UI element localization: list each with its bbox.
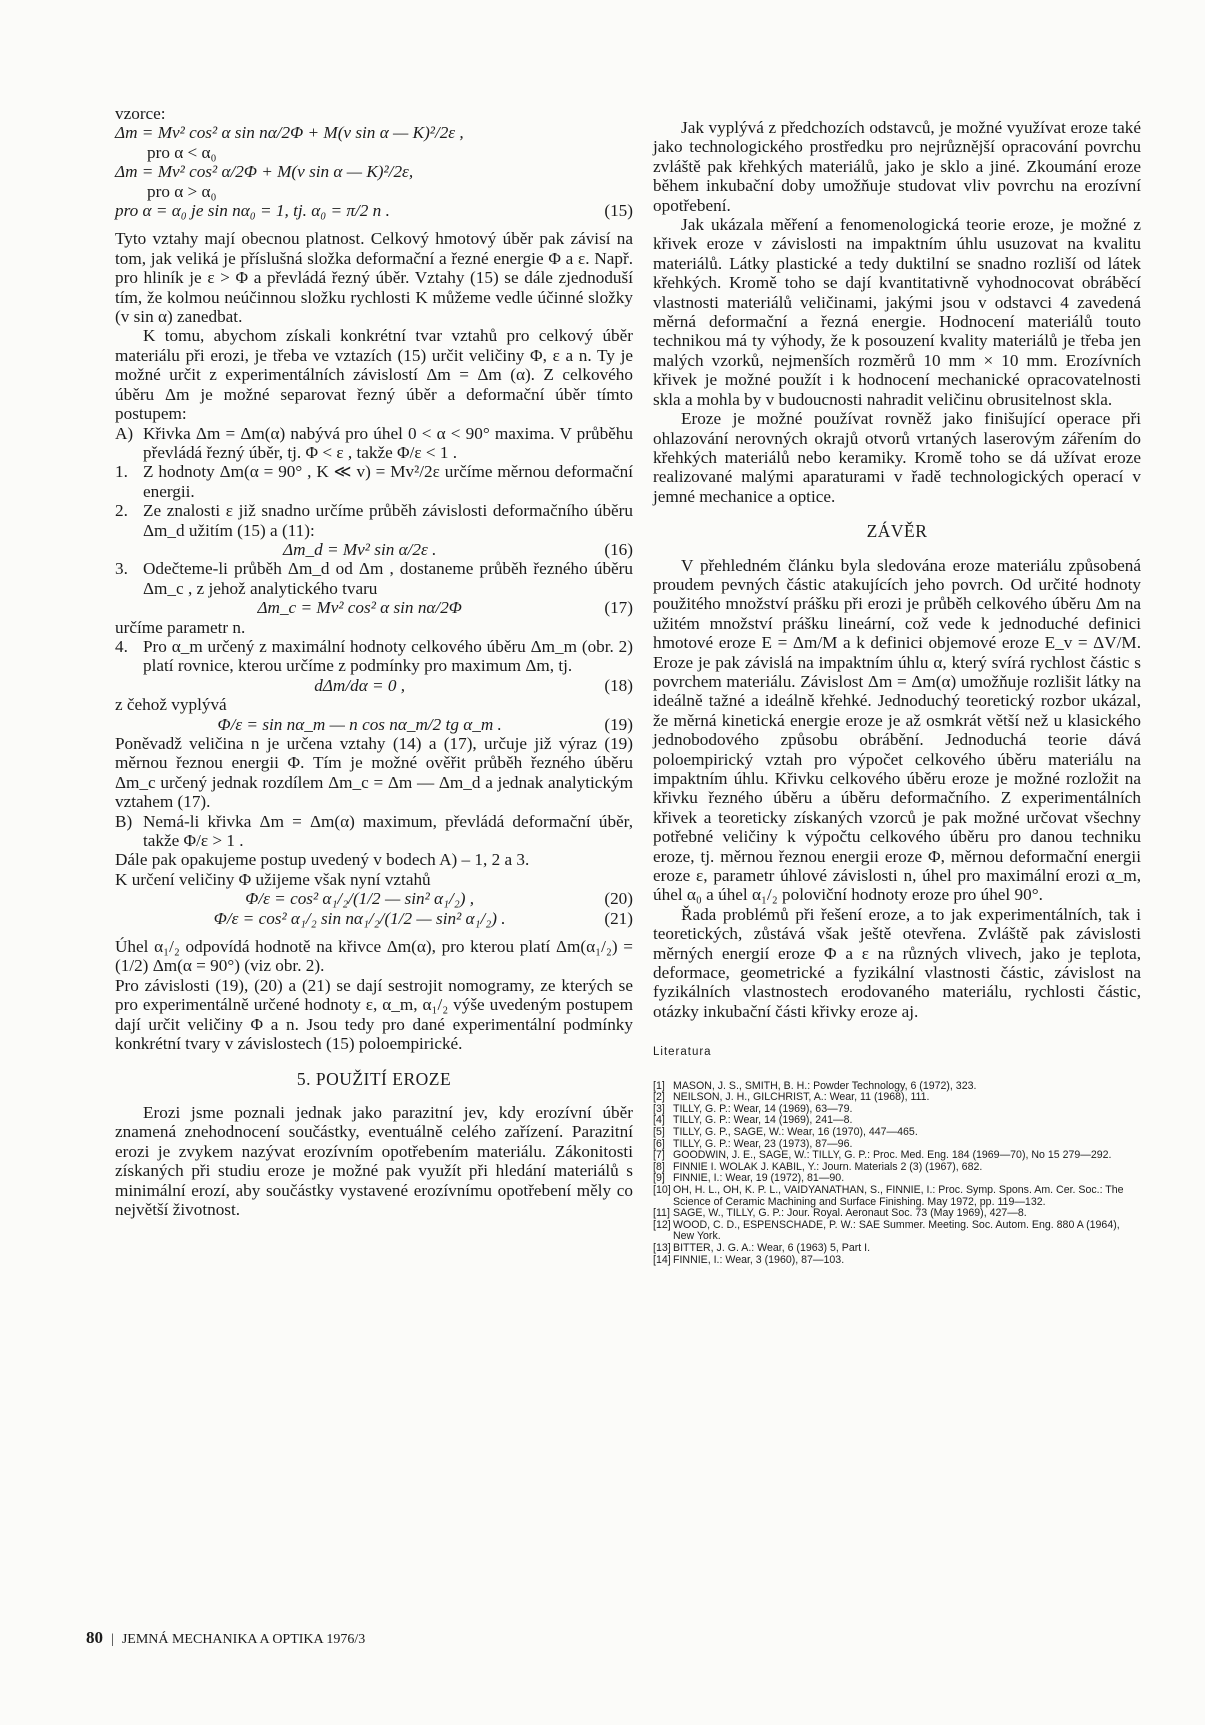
- reference-number: [4]: [653, 1114, 665, 1127]
- list-text: Křivka Δm = Δm(α) nabývá pro úhel 0 < α < 90° maxima. V průběhu převládá řezný úběr, tj. Φ < ε , takže Φ/ε < 1 .: [143, 423, 633, 462]
- list-label: A): [115, 423, 134, 443]
- reference-number: [1]: [653, 1079, 665, 1092]
- reference-text: SAGE, W., TILLY, G. P.: Jour. Royal. Aeronaut Soc. 73 (May 1969), 427—8.: [673, 1207, 1027, 1220]
- equation-17: [115, 598, 633, 617]
- list-text: Nemá-li křivka Δm = Δm(α) maximum, převládá deformační úběr, takže Φ/ε > 1 .: [143, 811, 633, 851]
- left-column: [115, 104, 633, 1219]
- equation-number: (20): [604, 889, 633, 909]
- paragraph: Erozi jsme poznali jednak jako parazitní jev, kdy erozívní úběr znamená znehodnocení součástky, eventuálně celého zařízení. Parazitní erozi je zvykem nazývat erozívním opotřebením materiálu. Zákonitosti získaných při studiu eroze je možné pak využít při hledání materiálů s minimální erozí, aby součástky vystavené erozívnímu opotřebení měly co největší životnost.: [115, 1102, 633, 1219]
- equation-text: Δm_d = Mv² sin α/2ε .: [282, 539, 437, 559]
- journal-name: JEMNÁ MECHANIKA A OPTIKA 1976/3: [121, 1632, 366, 1647]
- reference-text: OH, H. L., OH, K. P. L., VAIDYANATHAN, S., FINNIE, I.: Proc. Symp. Spons. Am. Cer. Soc.: The Science of Ceramic Machining and Surface Finishing. May 1972, pp. 119—132.: [673, 1184, 1124, 1208]
- reference-item: [653, 1185, 1141, 1208]
- reference-number: [11]: [653, 1207, 670, 1220]
- reference-item: [653, 1243, 1141, 1255]
- equation-text: dΔm/dα = 0 ,: [314, 675, 406, 695]
- list-text: Pro α_m určený z maximální hodnoty celkového úběru Δm_m (obr. 2) platí rovnice, kterou určíme z podmínky pro maximum Δm, tj.: [143, 636, 633, 676]
- page-number: 80: [86, 1628, 103, 1647]
- equation-15: [115, 201, 633, 220]
- reference-number: [14]: [653, 1253, 671, 1266]
- reference-number: [13]: [653, 1242, 671, 1254]
- equation-intro: vzorce:: [115, 104, 166, 123]
- reference-text: TILLY, G. P.: Wear, 14 (1969), 63—79.: [673, 1102, 853, 1115]
- paragraph: K určení veličiny Φ užijeme však nyní vztahů: [115, 869, 431, 889]
- equation-number: (18): [604, 675, 633, 695]
- reference-text: TILLY, G. P.: Wear, 23 (1973), 87—96.: [673, 1137, 853, 1150]
- paragraph: K tomu, abychom získali konkrétní tvar vztahů pro celkový úběr materiálu při erozi, je třeba ve vztazích (15) určit veličiny Φ, ε a n. Ty je možné určit z experimentálních závislostí Δm = Δm (α). Z celkového úběru Δm je možné separovat řezný úběr a deformační úběr tímto postupem:: [115, 326, 633, 424]
- right-column: [653, 118, 1141, 1266]
- equation-20: [115, 889, 633, 908]
- reference-number: [5]: [653, 1126, 665, 1139]
- equation-text: Φ/ε = sin nα_m — n cos nα_m/2 tg α_m .: [217, 714, 502, 734]
- equation-number: (17): [604, 598, 633, 618]
- reference-item: [653, 1255, 1141, 1267]
- list-item-a: [115, 424, 633, 463]
- equation-number: (15): [604, 201, 633, 221]
- list-item-4: [115, 637, 633, 676]
- reference-number: [6]: [653, 1137, 665, 1150]
- reference-item: [653, 1220, 1141, 1243]
- paragraph: Eroze je možné používat rovněž jako finišující operace při ohlazování nerovných okrajů otvorů vrtaných laserovým zářením do křehkých materiálů nebo keramiky. Kromě toho se dá užívat eroze realizované malými aparaturami v řadě technologických operací v jemné mechanice a optice.: [653, 409, 1141, 506]
- equation-text: Φ/ε = cos² α₁/₂/(1/2 — sin² α₁/₂) ,: [245, 889, 475, 909]
- equation-number: (16): [604, 539, 633, 559]
- reference-item: [653, 1127, 1141, 1139]
- reference-text: FINNIE, I.: Wear, 3 (1960), 87—103.: [673, 1253, 845, 1266]
- reference-number: [12]: [653, 1218, 671, 1231]
- list-item-3: [115, 559, 633, 598]
- list-label: B): [115, 811, 133, 831]
- reference-text: MASON, J. S., SMITH, B. H.: Powder Technology, 6 (1972), 323.: [673, 1079, 977, 1092]
- reference-number: [2]: [653, 1091, 665, 1104]
- paragraph: Pro závislosti (19), (20) a (21) se dají sestrojit nomogramy, ze kterých se pro experimentálně určené hodnoty ε, α_m, α₁/₂ výše uvedeným postupem dají určit veličiny Φ a n. Jsou tedy pro dané experimentální podmínky konkrétní tvary v závislostech (15) poloempirické.: [115, 975, 633, 1054]
- reference-text: WOOD, C. D., ESPENSCHADE, P. W.: SAE Summer. Meeting. Soc. Autom. Eng. 880 A (1964), New York.: [673, 1218, 1120, 1243]
- equation-condition: pro α > α₀: [147, 181, 217, 201]
- equation-21: [115, 909, 633, 928]
- reference-text: BITTER, J. G. A.: Wear, 6 (1963) 5, Part I.: [673, 1242, 871, 1254]
- equation-number: (19): [604, 714, 633, 734]
- equation-number: (21): [604, 908, 633, 928]
- paragraph: Poněvadž veličina n je určena vztahy (14) a (17), určuje již výraz (19) měrnou řeznou energii Φ. Tím je možné ověřit průběh řezného úběru Δm_c určený jednak rozdílem Δm_c = Δm — Δm_d a jednak analytickým vztahem (17).: [115, 734, 633, 812]
- page-footer: [86, 1628, 365, 1648]
- equation-18: [115, 676, 633, 695]
- reference-text: TILLY, G. P.: Wear, 14 (1969), 241—8.: [673, 1114, 853, 1127]
- equation-condition: pro α < α₀: [147, 142, 217, 162]
- list-text: Ze znalosti ε již snadno určíme průběh závislosti deformačního úběru Δm_d užitím (15) a (11):: [143, 501, 633, 540]
- equation-text: Φ/ε = cos² α₁/₂ sin nα₁/₂/(1/2 — sin² α₁/₂) .: [213, 908, 506, 928]
- list-label: 4.: [115, 636, 128, 656]
- paragraph: Úhel α₁/₂ odpovídá hodnotě na křivce Δm(α), pro kterou platí Δm(α₁/₂) = (1/2) Δm(α = 90°) (viz obr. 2).: [115, 937, 633, 976]
- reference-text: GOODWIN, J. E., SAGE, W.: TILLY, G. P.: Proc. Med. Eng. 184 (1969—70), No 15 279—292.: [673, 1149, 1112, 1162]
- equation-text: Δm_c = Mv² cos² α sin nα/2Φ: [257, 598, 462, 618]
- equation-line: [115, 123, 633, 142]
- paragraph: Tyto vztahy mají obecnou platnost. Celkový hmotový úběr pak závisí na tom, jak veliká je příslušná složka deformační a řezné energie Φ a ε. Např. pro hliník je ε > Φ a převládá řezný úběr. Vztahy (15) se dále zjednoduší tím, že kolmou neúčinnou složku rychlosti K můžeme vedle účinné složky (v sin α) zanedbat.: [115, 229, 633, 327]
- paragraph: Dále pak opakujeme postup uvedený v bodech A) – 1, 2 a 3.: [115, 850, 530, 870]
- footer-separator: |: [111, 1632, 114, 1647]
- list-item-2: [115, 501, 633, 540]
- list-text: Z hodnoty Δm(α = 90° , K ≪ v) = Mv²/2ε určíme měrnou deformační energii.: [143, 462, 633, 501]
- paragraph: Řada problémů při řešení eroze, a to jak experimentálních, tak i teoretických, zůstává však ještě otevřena. Zvláště pak závislosti měrných energií eroze Φ a ε na různých vlivech, jako je teplota, deformace, geometrické a fyzikální vlastnosti částic, závislost na fyzikálních vlastnostech erodovaného materiálu, rychlosti částic, otázky inkubační části křivky eroze aj.: [653, 904, 1141, 1021]
- equation-text: Δm = Mv² cos² α/2Φ + M(v sin α — K)²/2ε,: [115, 162, 414, 182]
- reference-text: TILLY, G. P., SAGE, W.: Wear, 16 (1970), 447—465.: [673, 1126, 918, 1139]
- reference-number: [8]: [653, 1160, 665, 1173]
- reference-number: [3]: [653, 1102, 665, 1115]
- paragraph: určíme parametr n.: [115, 617, 246, 637]
- paragraph: V přehledném článku byla sledována eroze materiálu způsobená proudem pevných částic atakujících jeho povrch. Od určité hodnoty použitého množství prášku při erozi je průběh celkového úběru Δm na užitém množství prášku lineární, což vede k jednoduché definici hmotové eroze E = Δm/M a k definici objemové eroze E_v = ΔV/M. Eroze je pak závislá na impaktním úhlu α, který svírá rychlost částic s povrchem materiálu. Závislost Δm = Δm(α) umožňuje rozlišit látky na ideálně tažné a ideálně křehké. Jednoduchý teoretický rozbor ukázal, že měrná kinetická energie eroze je až osmkrát větší než u klasického jednobodového způsobu obrábění. Jednoduchá teorie dává poloempirický vztah pro výpočet celkového úběru materiálu na impaktním úhlu. Křivku celkového úběru eroze je možné rozložit na křivku řezného úběru a úběru deformačního. Z experimentálních křivek a teoreticky získaných vzorců je pak možné určovat všechny potřebné veličiny k výpočtu celkového úběru pro danou techniku eroze, tj. měrnou řeznou energii eroze Φ, měrnou deformační energii eroze ε, parametr úhlové závislosti n, úhel pro maximální erozi α_m, úhel α₀ a úhel α₁/₂ poloviční hodnoty eroze pro úhel 90°.: [653, 555, 1141, 905]
- list-text: Odečteme-li průběh Δm_d od Δm , dostaneme průběh řezného úběru Δm_c , z jehož analytického tvaru: [143, 559, 633, 598]
- reference-text: FINNIE, I.: Wear, 19 (1972), 81—90.: [673, 1172, 845, 1185]
- list-item-b: [115, 812, 633, 851]
- section-heading: 5. POUŽITÍ EROZE: [296, 1068, 452, 1089]
- paragraph: Jak vyplývá z předchozích odstavců, je možné využívat eroze také jako technologického prostředku pro nejrůznější opracování povrchu zvláště pak křehkých materiálů, jako je sklo a jiné. Zkoumání eroze během inkubační doby umožňuje studovat vliv povrchu na erozívní opotřebení.: [653, 118, 1141, 215]
- reference-number: [10]: [653, 1184, 671, 1197]
- paragraph: z čehož vyplývá: [115, 695, 227, 715]
- reference-text: NEILSON, J. H., GILCHRIST, A.: Wear, 11 (1968), 111.: [673, 1091, 930, 1104]
- equation-text: Δm = Mv² cos² α sin nα/2Φ + M(v sin α — K)²/2ε ,: [115, 123, 464, 143]
- equation-19: [115, 715, 633, 734]
- references-list: [653, 1081, 1141, 1267]
- list-label: 1.: [115, 462, 128, 482]
- list-item-1: [115, 462, 633, 501]
- equation-line: [115, 162, 633, 181]
- section-heading: ZÁVĚR: [866, 521, 928, 542]
- reference-number: [9]: [653, 1172, 665, 1185]
- references-title: Literatura: [653, 1046, 712, 1059]
- list-label: 3.: [115, 559, 128, 579]
- equation-text: pro α = α₀ je sin nα₀ = 1, tj. α₀ = π/2 n .: [115, 201, 390, 221]
- list-label: 2.: [115, 501, 128, 521]
- reference-number: [7]: [653, 1149, 665, 1162]
- paragraph: Jak ukázala měření a fenomenologická teorie eroze, je možné z křivek eroze v závislosti na impaktním úhlu usuzovat na kvalitu materiálů. Látky plastické a tedy duktilní se snadno rozliší od látek křehkých. Kromě toho se dají kvantitativně vyhodnocovat obráběcí vlastnosti materiálů veličinami, jakými jsou v odstavci 4 zavedená měrná deformační a řezná energie. Hodnocení materiálů touto technikou má ty výhody, že k posouzení kvality materiálů je třeba jen malých vzorků, nejmenších rozměrů 10 mm × 10 mm. Erozívních křivek je možné použít i k hodnocení mechanické opracovatelnosti skla a mohla by v budoucnosti nahradit veličinu obrusitelnost skla.: [653, 215, 1141, 409]
- reference-text: FINNIE I. WOLAK J. KABIL, Y.: Journ. Materials 2 (3) (1967), 682.: [673, 1160, 983, 1173]
- equation-16: [115, 540, 633, 559]
